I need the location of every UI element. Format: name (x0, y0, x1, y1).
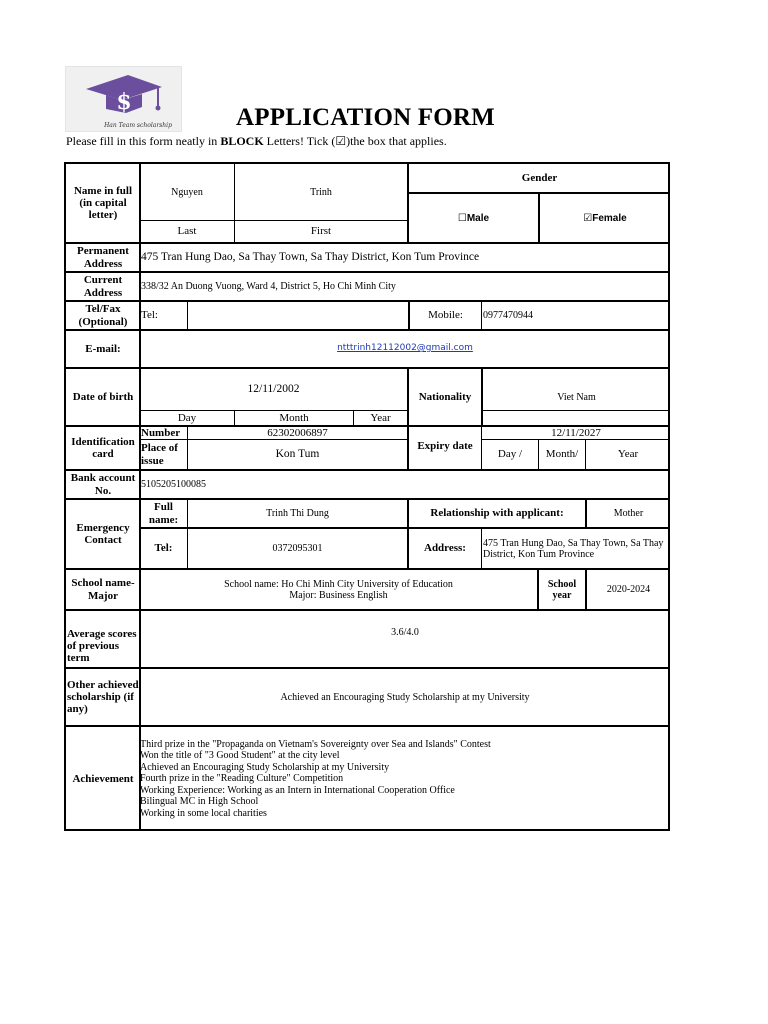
telfax-label: Tel/Fax (Optional) (78, 303, 128, 328)
dob-year-label: Year (370, 411, 391, 424)
last-name-label: Last (177, 225, 197, 238)
email-link[interactable]: ntttrinh12112002@gmail.com (337, 343, 473, 354)
school-label: School name- Major (71, 577, 135, 602)
expiry-day-label: Day / (497, 448, 523, 461)
achievement-item: Working in some local charities (140, 807, 267, 819)
first-name-label: First (310, 225, 332, 238)
expiry-date-field[interactable]: 12/11/2027 (551, 427, 601, 439)
permanent-address-field[interactable]: 475 Tran Hung Dao, Sa Thay Town, Sa Thay District, Kon Tum Province (141, 251, 480, 264)
place-of-issue-field[interactable]: Kon Tum (275, 448, 320, 461)
achievement-item: Third prize in the "Propaganda on Vietnam's Sovereignty over Sea and Islands" Contest (140, 738, 491, 750)
tel-label: Tel: (141, 309, 158, 322)
emergency-fullname-field[interactable]: Trinh Thi Dung (266, 508, 329, 519)
email-field[interactable] (140, 331, 670, 367)
achievement-item: Bilingual MC in High School (140, 796, 259, 808)
school-year-label: School year (547, 578, 577, 601)
emergency-tel-field[interactable]: 0372095301 (272, 543, 323, 554)
average-scores-field[interactable]: 3.6/4.0 (391, 626, 419, 638)
graduation-cap-dollar-icon (66, 67, 181, 131)
mobile-label: Mobile: (428, 309, 463, 322)
dob-label: Date of birth (72, 390, 134, 403)
achievement-item: Working Experience: Working as an Intern in International Cooperation Office (140, 784, 455, 796)
emergency-address-field[interactable]: 475 Tran Hung Dao, Sa Thay Town, Sa Thay District, Kon Tum Province (483, 537, 664, 560)
logo-text: Han Team scholarship (104, 122, 172, 129)
permanent-address-label: Permanent Address (77, 245, 129, 270)
tel-field[interactable] (188, 302, 407, 329)
gender-female-checkbox[interactable]: ☑Female (583, 212, 627, 224)
achievement-item: Achieved an Encouraging Study Scholarship at my University (140, 761, 390, 773)
achievement-field[interactable] (140, 727, 670, 831)
school-major-line: Major: Business English (289, 589, 388, 601)
place-of-issue-label: Place of issue (141, 442, 178, 467)
dob-field[interactable]: 12/11/2002 (247, 383, 300, 396)
achievement-item: Fourth prize in the "Reading Culture" Competition (140, 773, 344, 785)
average-scores-label: Average scores of previous term (67, 627, 137, 665)
email-label: E-mail: (85, 342, 121, 355)
bank-account-label: Bank account No. (70, 472, 136, 497)
id-card-label: Identification card (71, 435, 135, 460)
first-name-field[interactable]: Trinh (310, 186, 332, 198)
bank-account-field[interactable]: 5105205100085 (141, 479, 206, 490)
school-field[interactable] (140, 570, 537, 609)
expiry-month-label: Month/ (545, 448, 579, 461)
relationship-label: Relationship with applicant: (430, 507, 564, 520)
school-year-field[interactable]: 2020-2024 (606, 584, 651, 595)
emergency-tel-label: Tel: (154, 542, 173, 555)
expiry-year-label: Year (617, 448, 639, 461)
name-label: Name in full (in capital letter) (73, 184, 133, 222)
scholarship-logo (65, 66, 182, 132)
dob-month-label: Month (279, 411, 309, 424)
emergency-address-label: Address: (424, 542, 466, 555)
id-number-field[interactable]: 62302006897 (267, 427, 328, 439)
instructions: Please fill in this form neatly in BLOCK Letters! Tick (☑)the box that applies. (66, 134, 447, 148)
mobile-field[interactable]: 0977470944 (483, 310, 533, 321)
last-name-field[interactable]: Nguyen (171, 186, 203, 198)
dob-day-label: Day (177, 411, 197, 424)
achievement-label: Achievement (72, 772, 134, 785)
school-name-line: School name: Ho Chi Minh City University of Education (224, 578, 453, 590)
current-address-field[interactable]: 338/32 An Duong Vuong, Ward 4, District 5, Ho Chi Minh City (141, 281, 396, 292)
id-number-label: Number (141, 427, 181, 439)
svg-text:$: $ (116, 89, 132, 115)
emergency-fullname-label: Full name: (148, 501, 179, 526)
other-scholarship-label: Other achieved scholarship (if any) (67, 678, 139, 716)
nationality-label: Nationality (418, 390, 472, 403)
emergency-contact-label: Emergency Contact (76, 521, 130, 546)
gender-label: Gender (521, 171, 558, 184)
achievement-item: Won the title of "3 Good Student" at the city level (140, 750, 340, 762)
expiry-date-label: Expiry date (417, 440, 473, 452)
application-form-table (64, 162, 670, 831)
gender-male-checkbox[interactable]: ☐Male (457, 212, 490, 224)
other-scholarship-field[interactable]: Achieved an Encouraging Study Scholarship at my University (280, 691, 530, 703)
relationship-field[interactable]: Mother (613, 508, 644, 519)
nationality-field[interactable]: Viet Nam (557, 391, 596, 403)
current-address-label: Current Address (83, 274, 123, 299)
page-title: APPLICATION FORM (236, 104, 495, 131)
